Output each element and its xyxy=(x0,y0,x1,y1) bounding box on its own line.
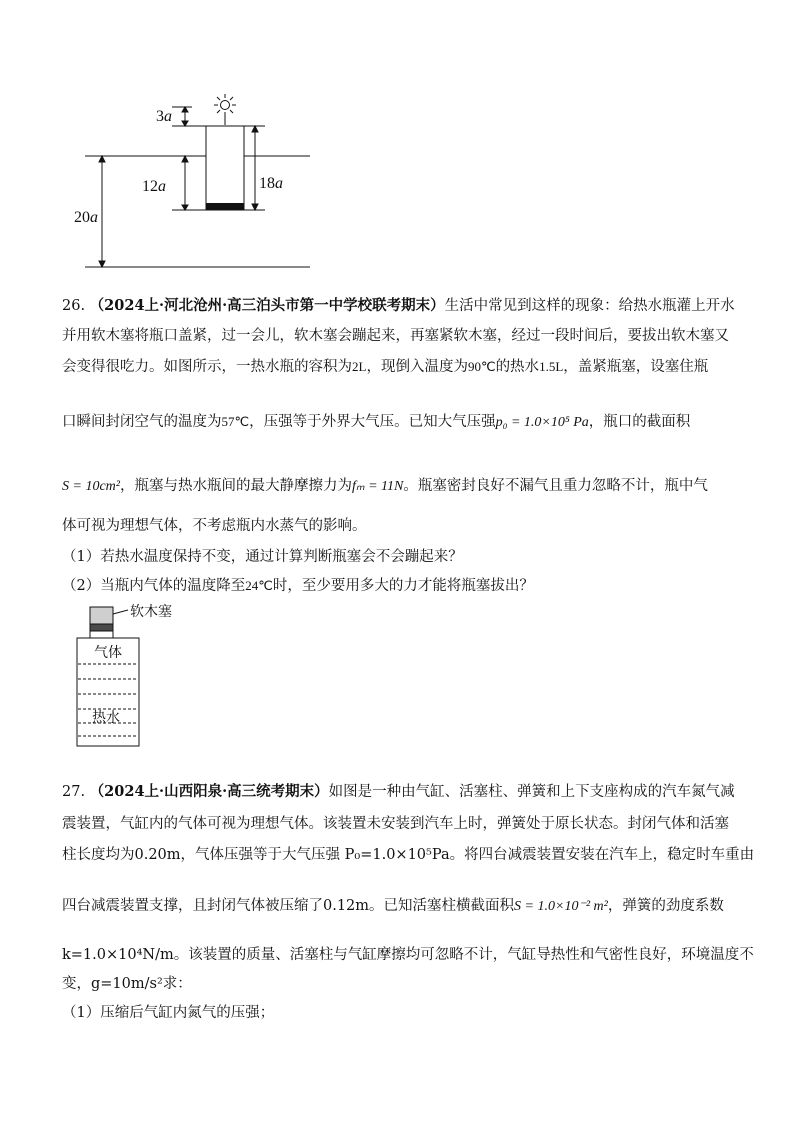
p0-formula: p₀ = 1.0×10⁵ Pa xyxy=(495,415,589,430)
q26-line3-b: ，现倒入温度为 xyxy=(366,359,468,375)
water-volume-value: 1.5L xyxy=(539,359,564,374)
dimension-20a xyxy=(99,156,105,267)
q26-sub2-a: （2）当瓶内气体的温度降至 xyxy=(62,578,246,594)
q27-line-3: 柱长度均为0.20m，气体压强等于大气压强 P₀=1.0×10⁵Pa。将四台减震装置安装在汽车上，稳定时车重由 xyxy=(62,847,755,863)
q26-line-3 xyxy=(62,357,708,377)
q26-line-2: 并用软木塞将瓶口盖紧，过一会儿，软木塞会蹦起来，再塞紧软木塞，经过一段时间后，要拔出软木塞又 xyxy=(62,328,729,344)
dimension-3a xyxy=(172,107,206,126)
q27-line-1 xyxy=(62,782,735,802)
water-label: 热水 xyxy=(92,710,120,726)
cork-label: 软木塞 xyxy=(130,604,172,620)
cork xyxy=(90,607,113,624)
q26-line5-a: ，瓶塞与热水瓶间的最大静摩擦力为 xyxy=(119,478,352,494)
figure-container-diagram xyxy=(60,90,320,275)
q26-line1-text: 生活中常见到这样的现象：给热水瓶灌上开水 xyxy=(444,298,735,314)
q27-line-5: k=1.0×10⁴N/m。该装置的质量、活塞柱与气缸摩擦均可忽略不计，气缸导热性和气密性良好，环境温度不 xyxy=(62,947,754,963)
q26-line3-c: 的热水 xyxy=(495,359,540,375)
label-3a: 3a xyxy=(156,108,172,125)
q26-line-4 xyxy=(62,412,690,433)
container xyxy=(206,126,244,210)
q26-source: （2024上·河北沧州·高三泊头市第一中学校联考期末） xyxy=(89,297,445,314)
dimension-18a xyxy=(244,126,265,210)
q27-line4-b: ，弹簧的劲度系数 xyxy=(607,898,724,914)
area-formula: S = 10cm² xyxy=(62,479,120,494)
q26-line5-b: 。瓶塞密封良好不漏气且重力忽略不计，瓶中气 xyxy=(403,478,708,494)
cork-pointer xyxy=(113,610,128,614)
q26-line4-c: ，瓶口的截面积 xyxy=(588,414,691,430)
q27-source: （2024上·山西阳泉·高三统考期末） xyxy=(89,783,329,800)
q27-line1-text: 如图是一种由气缸、活塞柱、弹簧和上下支座构成的汽车氮气减 xyxy=(328,784,735,800)
piston-area-formula: S = 1.0×10⁻² m² xyxy=(514,899,608,914)
q26-line3-d: ，盖紧瓶塞，设塞住瓶 xyxy=(563,359,709,375)
cork-seal xyxy=(90,624,113,631)
friction-formula: fₘ = 11N xyxy=(351,479,404,494)
q27-line-2: 震装置，气缸内的气体可视为理想气体。该装置未安装到汽车上时，弹簧处于原长状态。封闭气体和活塞 xyxy=(62,816,729,832)
air-temp-value: 57℃ xyxy=(221,414,250,429)
label-18a: 18a xyxy=(259,175,283,192)
q26-sub2-b: 时，至少要用多大的力才能将瓶塞拔出？ xyxy=(272,578,534,594)
final-temp-value: 24℃ xyxy=(245,578,273,593)
gas-label: 气体 xyxy=(94,645,122,661)
q26-subquestion-1: （1）若热水温度保持不变，通过计算判断瓶塞会不会蹦起来？ xyxy=(62,549,463,565)
q27-line-4 xyxy=(62,896,724,917)
container-bottom-layer xyxy=(206,203,244,210)
q26-subquestion-2 xyxy=(62,576,534,596)
q26-number: 26. xyxy=(62,298,86,314)
q26-line-6: 体可视为理想气体，不考虑瓶内水蒸气的影响。 xyxy=(62,518,367,534)
label-20a: 20a xyxy=(74,209,98,226)
q26-line4-b: ，压强等于外界大气压。已知大气压强 xyxy=(249,414,496,430)
label-12a: 12a xyxy=(142,178,166,195)
bottle-neck xyxy=(90,631,113,638)
q26-line-1 xyxy=(62,296,735,316)
q26-line4-a: 口瞬间封闭空气的温度为 xyxy=(62,414,222,430)
q27-line-6: 变，g=10m/s²求： xyxy=(62,976,192,992)
q26-line-5 xyxy=(62,476,708,497)
volume-value: 2L xyxy=(352,359,367,374)
q27-number: 27. xyxy=(62,784,86,800)
q26-line3-a: 会变得很吃力。如图所示，一热水瓶的容积为 xyxy=(62,359,352,375)
figure-thermos-bottle xyxy=(70,602,190,752)
q27-subquestion-1: （1）压缩后气缸内氮气的压强； xyxy=(62,1005,275,1021)
water-temp-value: 90℃ xyxy=(467,359,496,374)
lamp-icon xyxy=(214,94,236,125)
dimension-12a xyxy=(172,156,206,210)
q27-line4-a: 四台减震装置支撑，且封闭气体被压缩了0.12m。已知活塞柱横截面积 xyxy=(62,898,515,914)
